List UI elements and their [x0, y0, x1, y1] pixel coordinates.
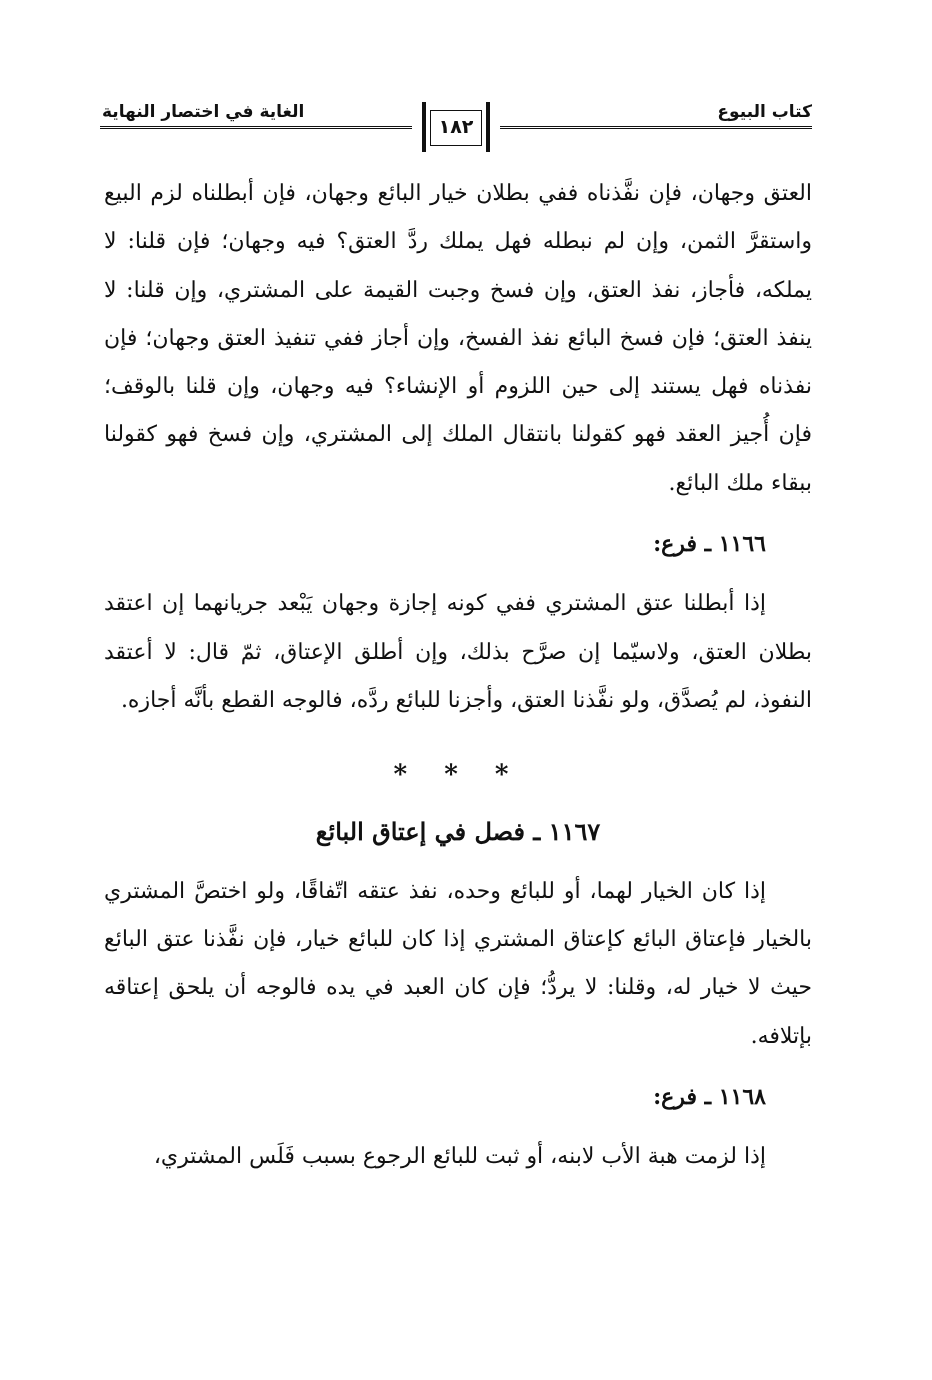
paragraph-1: العتق وجهان، فإن نفَّذناه ففي بطلان خيار البائع وجهان، فإن أبطلناه لزم البيع واستقرَّ الثمن، وإن لم نبطله فهل يملك ردَّ العتق؟ فيه وجهان؛ فإن قلنا: لا يملكه، فأجاز، نفذ العتق، وإن فسخ وجبت القيمة على المشتري، وإن قلنا: لا ينفذ العتق؛ فإن فسخ البائع نفذ الفسخ، وإن أجاز ففي تنفيذ العتق وجهان؛ فإن نفذناه فهل يستند إلى حين اللزوم أو الإنشاء؟ فيه وجهان، وإن قلنا بالوقف؛ فإن أُجيز العقد فهو كقولنا بانتقال الملك إلى المشتري، وإن فسخ فهو كقولنا ببقاء ملك البائع. — [104, 181, 812, 496]
subheading-1168: ١١٦٨ ـ فرع: — [653, 1084, 766, 1111]
subheading-1166: ١١٦٦ ـ فرع: — [653, 531, 766, 558]
paragraph-4: إذا لزمت هبة الأب لابنه، أو ثبت للبائع الرجوع بسبب فَلَس المشتري، — [153, 1144, 766, 1170]
page-number: ١٨٢ — [438, 116, 474, 138]
page-body — [104, 170, 812, 1182]
header-rule-right — [500, 126, 812, 129]
running-title-chapter: كتاب البيوع — [717, 102, 812, 122]
page-header — [100, 96, 812, 156]
paragraph-3: إذا كان الخيار لهما، أو للبائع وحده، نفذ عتقه اتّفاقًا، ولو اختصَّ المشتري بالخيار فإعتاق البائع كإعتاق المشتري إذا كان للبائع خيار، فإن نفَّذنا عتق البائع حيث لا خيار له، وقلنا: لا يردُّ؛ فإن كان العبد في يده فالوجه أن يلحق إعتاقه بإتلافه. — [104, 878, 812, 1049]
header-rule-left — [100, 126, 412, 129]
section-separator-stars: * * * — [393, 760, 523, 791]
section-title-1167: ١١٦٧ ـ فصل في إعتاق البائع — [315, 816, 601, 846]
running-title-book: الغاية في اختصار النهاية — [102, 102, 305, 122]
page-number-frame — [412, 96, 500, 154]
paragraph-2: إذا أبطلنا عتق المشتري ففي كونه إجازة وجهان يَبْعد جريانهما إن اعتقد بطلان العتق، ولاسيّما إن صرَّح بذلك، وإن أطلق الإعتاق، ثمّ قال: لا أعتقد النفوذ، لم يُصدَّق، ولو نفَّذنا العتق، وأجزنا للبائع ردَّه، فالوجه القطع بأنَّه أجازه. — [104, 591, 812, 713]
